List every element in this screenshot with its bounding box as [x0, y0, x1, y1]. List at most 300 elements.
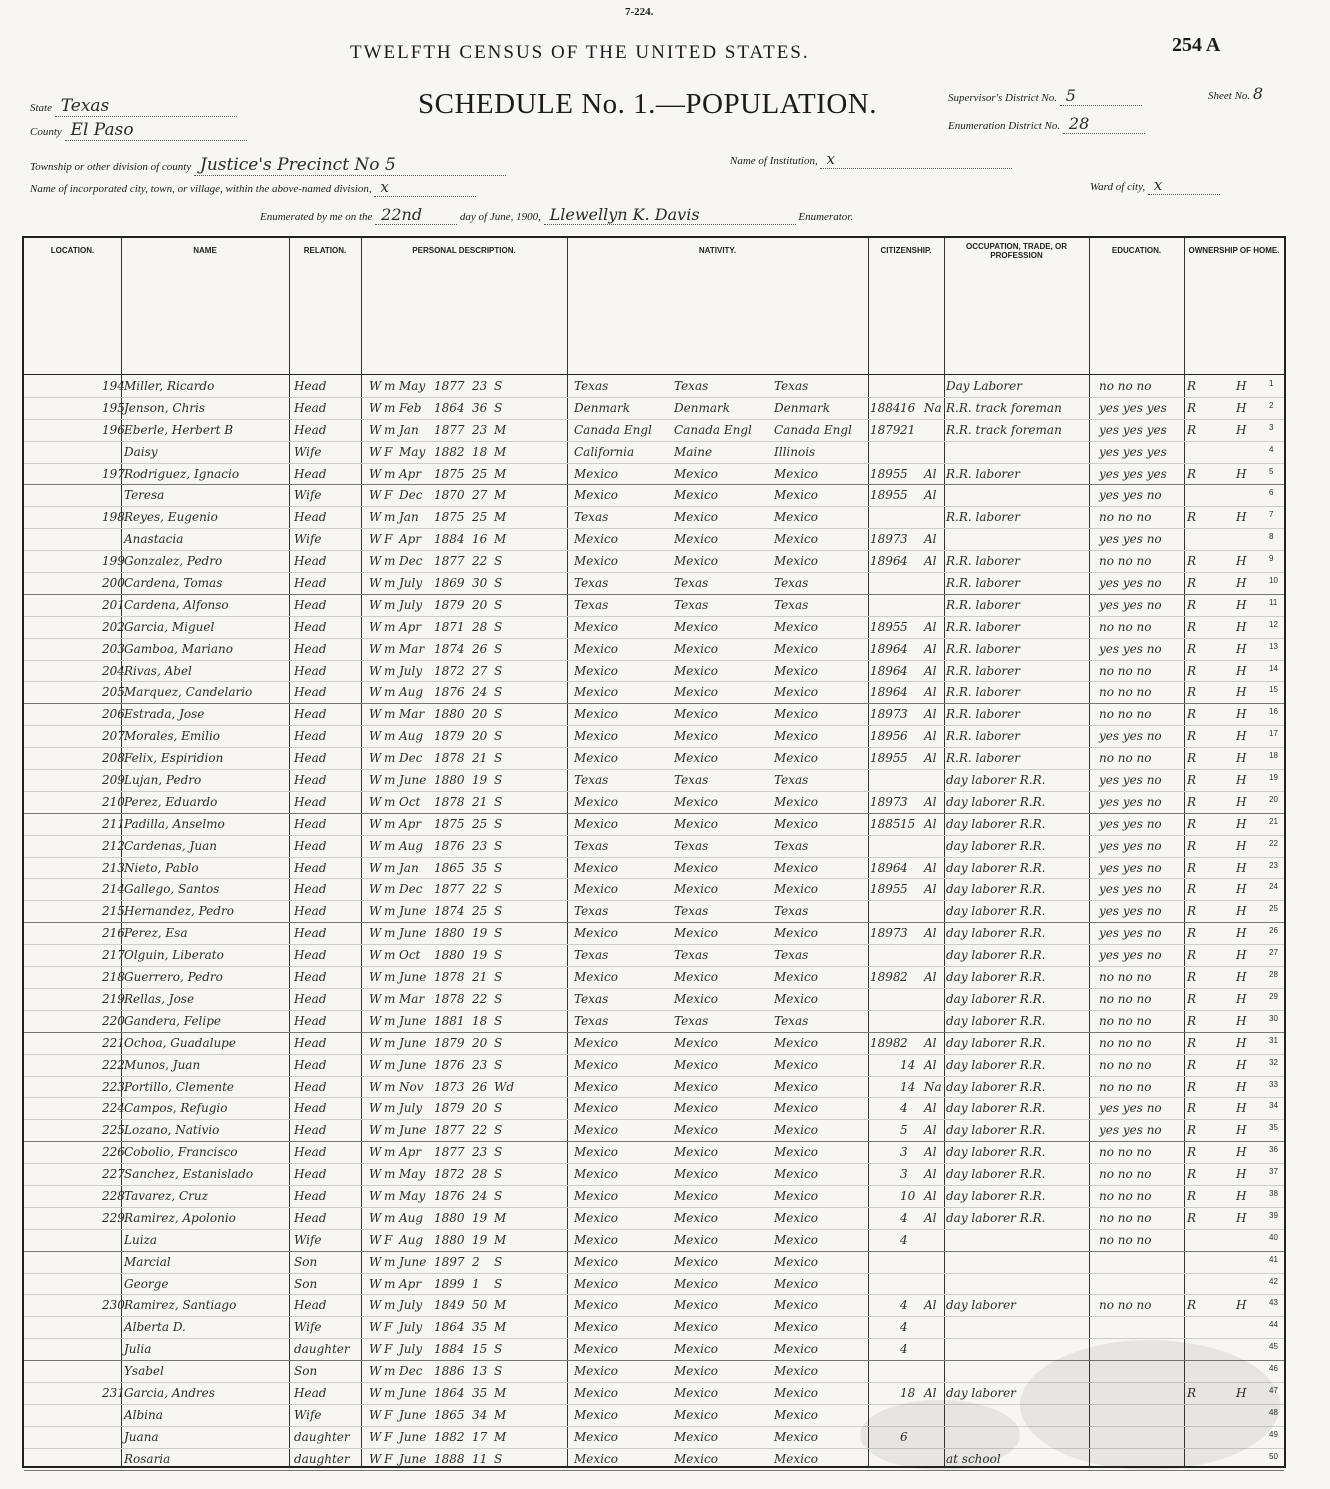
mother-birthplace: Illinois — [774, 444, 816, 459]
line-number: 3 — [1269, 422, 1274, 432]
birthplace: Mexico — [574, 882, 618, 897]
age: 25 — [472, 510, 488, 525]
home-owned-rented: R — [1187, 751, 1197, 766]
education: yes yes no — [1099, 729, 1162, 744]
family-number: 203 — [102, 641, 125, 656]
birth-year: 1879 — [434, 597, 465, 612]
family-number: 228 — [102, 1188, 125, 1203]
home-type: H — [1236, 838, 1247, 853]
years-in-us: 4 — [900, 663, 908, 678]
birth-month: Apr — [399, 466, 422, 481]
person-name: Teresa — [124, 488, 165, 503]
age: 21 — [472, 751, 488, 766]
sex: m — [384, 860, 396, 875]
sex: m — [384, 948, 396, 963]
naturalization: Al — [924, 794, 937, 809]
birth-year: 1864 — [434, 400, 465, 415]
immigration-year: 1896 — [870, 663, 901, 678]
home-type: H — [1236, 663, 1247, 678]
mother-birthplace: Mexico — [774, 926, 818, 941]
marital-status: S — [494, 1167, 503, 1182]
mother-birthplace: Mexico — [774, 1188, 818, 1203]
person-name: Julia — [124, 1342, 152, 1357]
table-row — [24, 1274, 1284, 1296]
sex: m — [384, 794, 396, 809]
column-group-ownership: OWNERSHIP OF HOME. — [1188, 246, 1280, 255]
education: no no no — [1099, 991, 1152, 1006]
table-row — [24, 901, 1284, 923]
table-row — [24, 661, 1284, 683]
relation: Head — [294, 707, 327, 722]
person-name: Anastacia — [124, 532, 184, 547]
age: 18 — [472, 1013, 488, 1028]
line-number: 20 — [1269, 794, 1278, 804]
sheet-field — [1208, 84, 1263, 103]
occupation: day laborer R.R. — [946, 1123, 1046, 1138]
age: 2 — [472, 1254, 480, 1269]
marital-status: M — [494, 1210, 507, 1225]
person-name: Morales, Emilio — [124, 729, 221, 744]
naturalization: Al — [924, 641, 937, 656]
birth-month: May — [399, 1188, 426, 1203]
table-row — [24, 464, 1284, 486]
column-group-location: LOCATION. — [50, 246, 95, 255]
birth-month: Oct — [399, 794, 421, 809]
birth-month: Apr — [399, 816, 422, 831]
birth-year: 1886 — [434, 1364, 465, 1379]
immigration-year: 1896 — [870, 554, 901, 569]
age: 25 — [472, 466, 488, 481]
relation: Head — [294, 1123, 327, 1138]
person-name: Miller, Ricardo — [124, 379, 215, 393]
birthplace: Mexico — [574, 685, 618, 700]
education: no no no — [1099, 554, 1152, 569]
sex: m — [384, 1385, 396, 1400]
color: W — [369, 1188, 382, 1203]
years-in-us: 3 — [900, 1145, 908, 1160]
birth-month: Oct — [399, 948, 421, 963]
home-owned-rented: R — [1187, 685, 1197, 700]
sex: m — [384, 1013, 396, 1028]
father-birthplace: Mexico — [674, 707, 718, 722]
color: W — [369, 1254, 382, 1269]
person-name: Cardena, Alfonso — [124, 597, 229, 612]
years-in-us: 15 — [900, 816, 916, 831]
home-type: H — [1236, 1079, 1247, 1094]
relation: daughter — [294, 1451, 350, 1466]
home-owned-rented: R — [1187, 1298, 1197, 1313]
mother-birthplace: Mexico — [774, 510, 818, 525]
occupation: day laborer R.R. — [946, 991, 1046, 1006]
occupation: R.R. laborer — [946, 554, 1020, 569]
mother-birthplace: Mexico — [774, 707, 818, 722]
father-birthplace: Texas — [674, 948, 709, 963]
occupation: day laborer R.R. — [946, 1210, 1046, 1225]
marital-status: S — [494, 1057, 503, 1072]
years-in-us: 3 — [900, 1167, 908, 1182]
birth-year: 1864 — [434, 1385, 465, 1400]
birthplace: Mexico — [574, 794, 618, 809]
marital-status: S — [494, 641, 503, 656]
mother-birthplace: Mexico — [774, 816, 818, 831]
age: 25 — [472, 904, 488, 919]
immigration-year: 1897 — [870, 794, 901, 809]
home-type: H — [1236, 466, 1247, 481]
color: W — [369, 1057, 382, 1072]
father-birthplace: Mexico — [674, 1188, 718, 1203]
sex: m — [384, 970, 396, 985]
color: W — [369, 488, 382, 503]
color: W — [369, 991, 382, 1006]
education: yes yes yes — [1099, 444, 1167, 459]
person-name: Marquez, Candelario — [124, 685, 253, 700]
column-group-nativity: NATIVITY. — [698, 246, 737, 255]
birth-month: Aug — [399, 685, 424, 700]
line-number: 22 — [1269, 838, 1278, 848]
table-body — [24, 376, 1284, 1471]
home-type: H — [1236, 685, 1247, 700]
color: W — [369, 1342, 382, 1357]
relation: Head — [294, 970, 327, 985]
education: yes yes no — [1099, 532, 1162, 547]
relation: Head — [294, 860, 327, 875]
birth-year: 1880 — [434, 1232, 465, 1247]
education: yes yes yes — [1099, 422, 1167, 437]
family-number: 220 — [102, 1013, 125, 1028]
birth-year: 1897 — [434, 1254, 465, 1269]
birth-month: May — [399, 379, 426, 393]
color: W — [369, 1407, 382, 1422]
age: 50 — [472, 1298, 488, 1313]
naturalization: Al — [924, 619, 937, 634]
color: W — [369, 400, 382, 415]
years-in-us: 3 — [900, 532, 908, 547]
table-row — [24, 836, 1284, 858]
table-row — [24, 595, 1284, 617]
years-in-us: 5 — [900, 466, 908, 481]
marital-status: M — [494, 444, 507, 459]
birth-year: 1880 — [434, 707, 465, 722]
occupation: day laborer R.R. — [946, 816, 1046, 831]
line-number: 32 — [1269, 1057, 1278, 1067]
family-number: 216 — [102, 926, 125, 941]
naturalization: Al — [924, 488, 937, 503]
immigration-year: 1898 — [870, 970, 901, 985]
education: yes yes no — [1099, 838, 1162, 853]
home-type: H — [1236, 1101, 1247, 1116]
person-name: Juana — [124, 1429, 159, 1444]
family-number: 195 — [102, 400, 125, 415]
sex: F — [384, 444, 393, 459]
education: no no no — [1099, 1188, 1152, 1203]
years-in-us: 14 — [900, 1057, 916, 1072]
occupation: day laborer R.R. — [946, 1167, 1046, 1182]
mother-birthplace: Mexico — [774, 1079, 818, 1094]
mother-birthplace: Mexico — [774, 619, 818, 634]
table-row — [24, 1120, 1284, 1142]
marital-status: S — [494, 576, 503, 591]
birthplace: Texas — [574, 379, 609, 393]
line-number: 2 — [1269, 400, 1274, 410]
person-name: Luiza — [124, 1232, 158, 1247]
relation: Head — [294, 1101, 327, 1116]
naturalization: Al — [924, 1188, 937, 1203]
home-type: H — [1236, 422, 1247, 437]
birth-year: 1870 — [434, 488, 465, 503]
occupation: day laborer — [946, 1385, 1016, 1400]
birthplace: Mexico — [574, 860, 618, 875]
years-in-us: 4 — [900, 860, 908, 875]
table-row — [24, 1055, 1284, 1077]
color: W — [369, 1079, 382, 1094]
father-birthplace: Mexico — [674, 1167, 718, 1182]
relation: Head — [294, 576, 327, 591]
father-birthplace: Mexico — [674, 816, 718, 831]
supervisor-field — [948, 86, 1142, 106]
mother-birthplace: Mexico — [774, 1167, 818, 1182]
father-birthplace: Mexico — [674, 1079, 718, 1094]
birth-year: 1865 — [434, 1407, 465, 1422]
line-number: 17 — [1269, 729, 1278, 739]
mother-birthplace: Mexico — [774, 1342, 818, 1357]
mother-birthplace: Texas — [774, 576, 809, 591]
education: yes yes yes — [1099, 400, 1167, 415]
table-row — [24, 1317, 1284, 1339]
relation: Head — [294, 904, 327, 919]
education: no no no — [1099, 970, 1152, 985]
family-number: 225 — [102, 1123, 125, 1138]
naturalization: Al — [924, 729, 937, 744]
table-row — [24, 1208, 1284, 1230]
occupation: R.R. laborer — [946, 729, 1020, 744]
person-name: Lozano, Nativio — [124, 1123, 220, 1138]
mother-birthplace: Mexico — [774, 1276, 818, 1291]
birth-year: 1879 — [434, 1101, 465, 1116]
relation: Wife — [294, 1232, 322, 1247]
home-type: H — [1236, 707, 1247, 722]
mother-birthplace: Texas — [774, 838, 809, 853]
birth-year: 1878 — [434, 794, 465, 809]
person-name: Alberta D. — [124, 1320, 186, 1335]
father-birthplace: Mexico — [674, 1276, 718, 1291]
age: 24 — [472, 1188, 488, 1203]
birthplace: Texas — [574, 991, 609, 1006]
line-number: 27 — [1269, 948, 1278, 958]
person-name: Cobolio, Francisco — [124, 1145, 238, 1160]
education: yes yes no — [1099, 794, 1162, 809]
birth-month: June — [399, 926, 427, 941]
color: W — [369, 379, 382, 393]
birthplace: Mexico — [574, 1188, 618, 1203]
home-type: H — [1236, 1298, 1247, 1313]
occupation: R.R. track foreman — [946, 422, 1062, 437]
city-value: x — [374, 178, 476, 197]
immigration-year: 1895 — [870, 882, 901, 897]
relation: Head — [294, 1298, 327, 1313]
sex: m — [384, 926, 396, 941]
naturalization: Al — [924, 707, 937, 722]
mother-birthplace: Mexico — [774, 1101, 818, 1116]
age: 19 — [472, 773, 488, 788]
family-number: 223 — [102, 1079, 125, 1094]
sex: m — [384, 1276, 396, 1291]
naturalization: Al — [924, 554, 937, 569]
education: yes yes no — [1099, 641, 1162, 656]
family-number: 200 — [102, 576, 125, 591]
naturalization: Al — [924, 466, 937, 481]
color: W — [369, 1320, 382, 1335]
color: W — [369, 926, 382, 941]
home-type: H — [1236, 1013, 1247, 1028]
birth-year: 1864 — [434, 1320, 465, 1335]
occupation: R.R. track foreman — [946, 400, 1062, 415]
education: yes yes no — [1099, 773, 1162, 788]
relation: Head — [294, 948, 327, 963]
age: 25 — [472, 816, 488, 831]
birth-month: Aug — [399, 1232, 424, 1247]
sheet-value: 8 — [1252, 84, 1264, 103]
color: W — [369, 597, 382, 612]
home-owned-rented: R — [1187, 400, 1197, 415]
immigration-year: 1884 — [870, 400, 901, 415]
occupation: day laborer R.R. — [946, 1079, 1046, 1094]
marital-status: S — [494, 751, 503, 766]
person-name: Campos, Refugio — [124, 1101, 228, 1116]
mother-birthplace: Denmark — [774, 400, 830, 415]
marital-status: M — [494, 1429, 507, 1444]
sex: m — [384, 1298, 396, 1313]
home-owned-rented: R — [1187, 422, 1197, 437]
years-in-us: 4 — [900, 554, 908, 569]
age: 23 — [472, 1057, 488, 1072]
mother-birthplace: Mexico — [774, 751, 818, 766]
relation: Head — [294, 1145, 327, 1160]
relation: Head — [294, 400, 327, 415]
table-row — [24, 748, 1284, 770]
home-owned-rented: R — [1187, 554, 1197, 569]
sex: F — [384, 1232, 393, 1247]
occupation: at school — [946, 1451, 1001, 1466]
birth-month: June — [399, 773, 427, 788]
mother-birthplace: Texas — [774, 904, 809, 919]
home-type: H — [1236, 991, 1247, 1006]
person-name: Estrada, Jose — [124, 707, 205, 722]
relation: Head — [294, 926, 327, 941]
relation: Head — [294, 663, 327, 678]
birth-year: 1899 — [434, 1276, 465, 1291]
table-row — [24, 639, 1284, 661]
table-row — [24, 1230, 1284, 1252]
occupation: day laborer R.R. — [946, 1188, 1046, 1203]
home-owned-rented: R — [1187, 860, 1197, 875]
family-number: 207 — [102, 729, 125, 744]
birthplace: Texas — [574, 948, 609, 963]
marital-status: S — [494, 926, 503, 941]
birth-month: Apr — [399, 619, 422, 634]
home-type: H — [1236, 1123, 1247, 1138]
age: 13 — [472, 1364, 488, 1379]
immigration-year: 1896 — [870, 685, 901, 700]
home-type: H — [1236, 1210, 1247, 1225]
state-value: Texas — [55, 96, 237, 117]
birth-year: 1849 — [434, 1298, 465, 1313]
mother-birthplace: Texas — [774, 948, 809, 963]
birthplace: Mexico — [574, 1145, 618, 1160]
father-birthplace: Mexico — [674, 1035, 718, 1050]
birth-month: June — [399, 1013, 427, 1028]
home-type: H — [1236, 400, 1247, 415]
color: W — [369, 532, 382, 547]
birth-month: June — [399, 1429, 427, 1444]
family-number: 197 — [102, 466, 125, 481]
ward-label: Ward of city, — [1090, 181, 1146, 193]
education: no no no — [1099, 1167, 1152, 1182]
marital-status: M — [494, 466, 507, 481]
years-in-us: 4 — [900, 1101, 908, 1116]
person-name: Perez, Esa — [124, 926, 188, 941]
birthplace: Mexico — [574, 1123, 618, 1138]
sex: m — [384, 1254, 396, 1269]
line-number: 49 — [1269, 1429, 1278, 1439]
person-name: Nieto, Pablo — [124, 860, 199, 875]
table-row — [24, 770, 1284, 792]
relation: Wife — [294, 488, 322, 503]
education: no no no — [1099, 1079, 1152, 1094]
marital-status: S — [494, 597, 503, 612]
birth-year: 1882 — [434, 444, 465, 459]
birthplace: Texas — [574, 576, 609, 591]
birthplace: Mexico — [574, 970, 618, 985]
birth-year: 1877 — [434, 882, 465, 897]
birth-year: 1865 — [434, 860, 465, 875]
sex: m — [384, 1145, 396, 1160]
family-number: 214 — [102, 882, 125, 897]
person-name: Gallego, Santos — [124, 882, 220, 897]
color: W — [369, 773, 382, 788]
sex: m — [384, 1057, 396, 1072]
person-name: George — [124, 1276, 169, 1291]
line-number: 19 — [1269, 773, 1278, 783]
marital-status: S — [494, 948, 503, 963]
birth-month: Aug — [399, 729, 424, 744]
color: W — [369, 1013, 382, 1028]
birth-month: July — [399, 663, 423, 678]
birthplace: Mexico — [574, 1407, 618, 1422]
home-type: H — [1236, 597, 1247, 612]
home-owned-rented: R — [1187, 1385, 1197, 1400]
color: W — [369, 794, 382, 809]
person-name: Tavarez, Cruz — [124, 1188, 208, 1203]
birth-year: 1880 — [434, 926, 465, 941]
education: yes yes no — [1099, 948, 1162, 963]
line-number: 8 — [1269, 532, 1274, 542]
enumeration-label: Enumeration District No. — [948, 120, 1061, 132]
marital-status: S — [494, 379, 503, 393]
birthplace: Texas — [574, 838, 609, 853]
father-birthplace: Mexico — [674, 1451, 718, 1466]
years-in-us: 5 — [900, 488, 908, 503]
sex: m — [384, 1123, 396, 1138]
table-row — [24, 551, 1284, 573]
line-number: 40 — [1269, 1232, 1278, 1242]
mother-birthplace: Mexico — [774, 991, 818, 1006]
family-number: 231 — [102, 1385, 125, 1400]
age: 27 — [472, 663, 488, 678]
years-in-us: 5 — [900, 751, 908, 766]
table-row — [24, 442, 1284, 464]
home-owned-rented: R — [1187, 991, 1197, 1006]
relation: Head — [294, 991, 327, 1006]
